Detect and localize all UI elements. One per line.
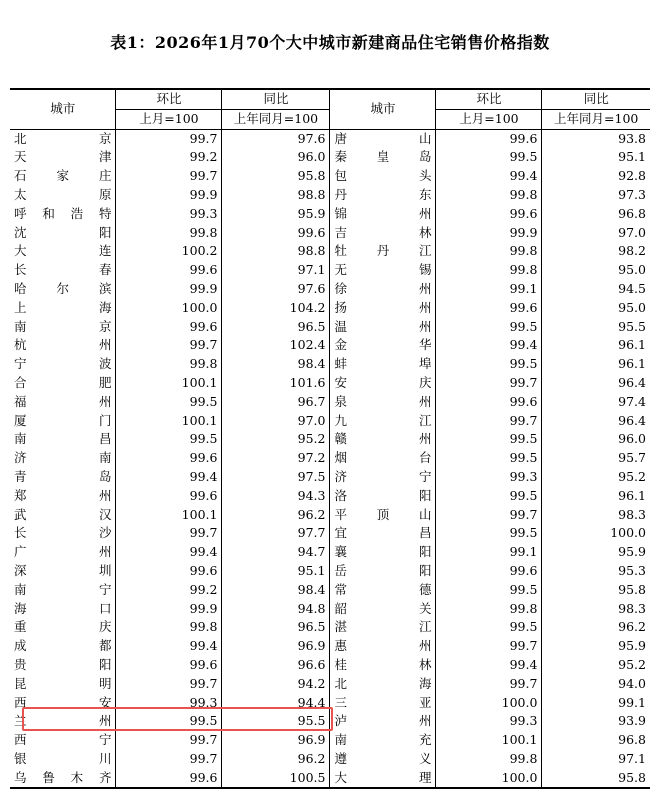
- cell-yoy-right: 93.8: [542, 129, 650, 148]
- cell-mom-right: 99.8: [436, 261, 542, 280]
- cell-city-left: 兰州: [14, 713, 112, 729]
- table-row: [10, 224, 650, 243]
- cell-yoy-right: 95.2: [542, 468, 650, 487]
- table-row: [10, 468, 650, 487]
- table-row: [10, 487, 650, 506]
- cell-mom-left: 100.0: [116, 299, 222, 318]
- cell-mom-left: 99.6: [116, 769, 222, 789]
- cell-yoy-left: 95.5: [222, 712, 330, 731]
- table-row: [10, 167, 650, 186]
- cell-yoy-left: 96.2: [222, 506, 330, 525]
- cell-mom-left: 100.1: [116, 506, 222, 525]
- cell-city-right: 宜昌: [330, 524, 436, 543]
- cell-city-left: 沈阳: [14, 224, 112, 240]
- cell-yoy-right: 93.9: [542, 712, 650, 731]
- cell-city-right: 湛江: [330, 618, 436, 637]
- cell-city-left: 呼和浩特: [14, 205, 112, 221]
- cell-city-right: 惠州: [330, 637, 436, 656]
- cell-mom-right: 99.6: [436, 299, 542, 318]
- cell-city-left: 哈尔滨: [14, 280, 112, 296]
- cell-mom-left: 100.2: [116, 242, 222, 261]
- cell-city-left: 昆明: [14, 675, 112, 691]
- cell-yoy-right: 95.9: [542, 637, 650, 656]
- cell-yoy-left: 102.4: [222, 336, 330, 355]
- cell-city-right: 温州: [330, 318, 436, 337]
- cell-city-right: 泉州: [330, 393, 436, 412]
- cell-mom-left: 99.2: [116, 581, 222, 600]
- header-mom-right: 环比: [436, 89, 542, 109]
- cell-mom-right: 99.9: [436, 224, 542, 243]
- header-mom-base-right: 上月=100: [436, 109, 542, 129]
- cell-yoy-left: 96.0: [222, 148, 330, 167]
- cell-city-right: 丹东: [330, 186, 436, 205]
- cell-yoy-right: 98.3: [542, 600, 650, 619]
- table-row: [10, 637, 650, 656]
- cell-yoy-right: 96.1: [542, 355, 650, 374]
- cell-city-right: 北海: [330, 675, 436, 694]
- cell-mom-left: 99.4: [116, 637, 222, 656]
- table-row: [10, 242, 650, 261]
- cell-mom-left: 99.8: [116, 618, 222, 637]
- cell-city-right: 桂林: [330, 656, 436, 675]
- cell-city-left: 成都: [14, 638, 112, 654]
- cell-mom-right: 99.5: [436, 524, 542, 543]
- cell-mom-right: 99.6: [436, 393, 542, 412]
- cell-city-left: 郑州: [14, 487, 112, 503]
- cell-mom-left: 99.6: [116, 318, 222, 337]
- header-city-right: 城市: [330, 89, 436, 129]
- cell-mom-right: 99.7: [436, 637, 542, 656]
- table-row: [10, 524, 650, 543]
- cell-yoy-left: 96.2: [222, 750, 330, 769]
- cell-mom-left: 99.6: [116, 487, 222, 506]
- table-row: [10, 618, 650, 637]
- cell-city-right: 平顶山: [330, 506, 436, 525]
- cell-mom-left: 99.7: [116, 675, 222, 694]
- cell-mom-right: 99.7: [436, 675, 542, 694]
- cell-city-right: 南充: [330, 731, 436, 750]
- cell-mom-left: 99.6: [116, 261, 222, 280]
- cell-city-left: 广州: [14, 544, 112, 560]
- cell-yoy-left: 98.4: [222, 355, 330, 374]
- cell-mom-right: 99.8: [436, 242, 542, 261]
- cell-mom-right: 99.1: [436, 280, 542, 299]
- cell-city-left: 天津: [14, 149, 112, 165]
- header-mom-left: 环比: [116, 89, 222, 109]
- table-row: [10, 186, 650, 205]
- cell-yoy-left: 95.9: [222, 205, 330, 224]
- table-row: [10, 449, 650, 468]
- cell-mom-left: 99.5: [116, 430, 222, 449]
- cell-yoy-left: 94.4: [222, 694, 330, 713]
- cell-yoy-right: 92.8: [542, 167, 650, 186]
- table-row: [10, 355, 650, 374]
- cell-yoy-right: 98.2: [542, 242, 650, 261]
- cell-yoy-left: 98.8: [222, 242, 330, 261]
- table-row: [10, 148, 650, 167]
- cell-mom-left: 99.3: [116, 205, 222, 224]
- cell-yoy-right: 97.3: [542, 186, 650, 205]
- cell-mom-right: 99.3: [436, 712, 542, 731]
- cell-mom-right: 99.6: [436, 562, 542, 581]
- cell-city-right: 大理: [330, 769, 436, 789]
- cell-mom-right: 99.8: [436, 750, 542, 769]
- cell-mom-right: 99.5: [436, 618, 542, 637]
- cell-yoy-right: 96.4: [542, 412, 650, 431]
- cell-yoy-left: 97.0: [222, 412, 330, 431]
- cell-mom-right: 99.5: [436, 449, 542, 468]
- cell-city-right: 常德: [330, 581, 436, 600]
- cell-yoy-right: 96.8: [542, 731, 650, 750]
- table-row: [10, 430, 650, 449]
- cell-yoy-right: 99.1: [542, 694, 650, 713]
- cell-mom-right: 99.5: [436, 318, 542, 337]
- table-row: [10, 299, 650, 318]
- cell-yoy-right: 96.1: [542, 336, 650, 355]
- cell-mom-left: 99.7: [116, 167, 222, 186]
- cell-city-right: 安庆: [330, 374, 436, 393]
- cell-city-left: 深圳: [14, 562, 112, 578]
- cell-yoy-right: 97.4: [542, 393, 650, 412]
- cell-yoy-right: 95.9: [542, 543, 650, 562]
- cell-yoy-right: 95.0: [542, 299, 650, 318]
- cell-mom-left: 100.1: [116, 412, 222, 431]
- cell-yoy-left: 100.5: [222, 769, 330, 789]
- cell-city-left: 南京: [14, 318, 112, 334]
- cell-yoy-right: 96.4: [542, 374, 650, 393]
- cell-mom-left: 99.4: [116, 543, 222, 562]
- cell-city-left: 西安: [14, 694, 112, 710]
- header-city-left: 城市: [10, 89, 116, 129]
- cell-mom-left: 99.8: [116, 224, 222, 243]
- cell-city-left: 青岛: [14, 468, 112, 484]
- cell-mom-right: 99.7: [436, 506, 542, 525]
- cell-yoy-left: 94.3: [222, 487, 330, 506]
- cell-yoy-left: 96.5: [222, 618, 330, 637]
- cell-city-right: 烟台: [330, 449, 436, 468]
- table-row: [10, 336, 650, 355]
- cell-yoy-right: 96.8: [542, 205, 650, 224]
- cell-city-left: 大连: [14, 243, 112, 259]
- cell-mom-right: 99.4: [436, 656, 542, 675]
- cell-yoy-right: 95.3: [542, 562, 650, 581]
- cell-yoy-right: 100.0: [542, 524, 650, 543]
- cell-yoy-right: 95.8: [542, 769, 650, 789]
- cell-city-right: 金华: [330, 336, 436, 355]
- table-row: [10, 205, 650, 224]
- cell-yoy-right: 96.1: [542, 487, 650, 506]
- cell-yoy-left: 97.6: [222, 280, 330, 299]
- table-row: [10, 393, 650, 412]
- cell-mom-left: 99.7: [116, 524, 222, 543]
- cell-city-right: 九江: [330, 412, 436, 431]
- cell-mom-left: 99.2: [116, 148, 222, 167]
- cell-city-left: 福州: [14, 393, 112, 409]
- cell-yoy-right: 98.3: [542, 506, 650, 525]
- cell-mom-left: 99.9: [116, 186, 222, 205]
- cell-mom-right: 99.3: [436, 468, 542, 487]
- cell-city-right: 岳阳: [330, 562, 436, 581]
- cell-yoy-left: 96.9: [222, 731, 330, 750]
- cell-yoy-left: 95.8: [222, 167, 330, 186]
- cell-yoy-left: 99.6: [222, 224, 330, 243]
- cell-mom-right: 99.5: [436, 487, 542, 506]
- table-row: [10, 506, 650, 525]
- table-row: [10, 374, 650, 393]
- cell-yoy-right: 95.8: [542, 581, 650, 600]
- cell-city-left: 合肥: [14, 374, 112, 390]
- cell-mom-right: 99.7: [436, 374, 542, 393]
- cell-mom-right: 99.7: [436, 412, 542, 431]
- cell-city-left: 上海: [14, 299, 112, 315]
- cell-mom-left: 99.6: [116, 449, 222, 468]
- cell-city-left: 乌鲁木齐: [10, 769, 116, 789]
- header-yoy-base-right: 上年同月=100: [542, 109, 650, 129]
- table-title: 表1：2026年1月70个大中城市新建商品住宅销售价格指数: [110, 33, 550, 52]
- cell-mom-left: 99.3: [116, 694, 222, 713]
- header-yoy-left: 同比: [222, 89, 330, 109]
- table-row: [10, 769, 650, 789]
- cell-yoy-left: 94.8: [222, 600, 330, 619]
- cell-yoy-left: 104.2: [222, 299, 330, 318]
- header-yoy-base-left: 上年同月=100: [222, 109, 330, 129]
- cell-city-left: 济南: [14, 450, 112, 466]
- cell-yoy-left: 95.2: [222, 430, 330, 449]
- cell-city-left: 宁波: [14, 356, 112, 372]
- cell-city-left: 厦门: [14, 412, 112, 428]
- cell-mom-right: 99.1: [436, 543, 542, 562]
- table-row: [10, 675, 650, 694]
- cell-yoy-left: 96.7: [222, 393, 330, 412]
- cell-city-left: 海口: [14, 600, 112, 616]
- cell-city-right: 吉林: [330, 224, 436, 243]
- cell-yoy-right: 97.0: [542, 224, 650, 243]
- cell-city-left: 太原: [14, 186, 112, 202]
- cell-mom-right: 99.5: [436, 355, 542, 374]
- cell-city-left: 西宁: [14, 732, 112, 748]
- table-row: [10, 543, 650, 562]
- cell-city-left: 贵阳: [14, 656, 112, 672]
- table-body: [10, 129, 650, 788]
- cell-city-left: 北京: [14, 130, 112, 146]
- cell-mom-right: 99.5: [436, 148, 542, 167]
- cell-city-left: 银川: [14, 750, 112, 766]
- cell-yoy-left: 96.9: [222, 637, 330, 656]
- header-yoy-right: 同比: [542, 89, 650, 109]
- cell-mom-right: 99.4: [436, 167, 542, 186]
- cell-city-left: 南宁: [14, 581, 112, 597]
- cell-yoy-left: 101.6: [222, 374, 330, 393]
- cell-mom-left: 100.1: [116, 374, 222, 393]
- cell-city-right: 徐州: [330, 280, 436, 299]
- cell-yoy-right: 95.1: [542, 148, 650, 167]
- table-row: [10, 731, 650, 750]
- cell-yoy-left: 97.2: [222, 449, 330, 468]
- cell-city-right: 无锡: [330, 261, 436, 280]
- cell-yoy-left: 94.2: [222, 675, 330, 694]
- cell-yoy-right: 94.5: [542, 280, 650, 299]
- cell-city-left: 长春: [14, 262, 112, 278]
- table-row: [10, 412, 650, 431]
- table-row: [10, 750, 650, 769]
- table-row: [10, 318, 650, 337]
- highlight-box: [22, 707, 333, 731]
- cell-mom-right: 99.8: [436, 600, 542, 619]
- cell-city-right: 秦皇岛: [330, 148, 436, 167]
- cell-mom-left: 99.5: [116, 393, 222, 412]
- cell-city-left: 长沙: [14, 525, 112, 541]
- cell-mom-left: 99.9: [116, 600, 222, 619]
- cell-city-left: 武汉: [14, 506, 112, 522]
- table-row: [10, 129, 650, 148]
- cell-yoy-left: 98.8: [222, 186, 330, 205]
- cell-mom-left: 99.5: [116, 712, 222, 731]
- price-index-table: [10, 88, 650, 789]
- cell-city-right: 三亚: [330, 694, 436, 713]
- cell-yoy-left: 95.1: [222, 562, 330, 581]
- cell-city-right: 襄阳: [330, 543, 436, 562]
- cell-yoy-right: 96.2: [542, 618, 650, 637]
- cell-mom-left: 99.7: [116, 336, 222, 355]
- table-row: [10, 280, 650, 299]
- cell-mom-left: 99.7: [116, 129, 222, 148]
- table-row: [10, 562, 650, 581]
- cell-mom-right: 100.0: [436, 769, 542, 789]
- cell-mom-left: 99.4: [116, 468, 222, 487]
- cell-mom-right: 100.0: [436, 694, 542, 713]
- cell-yoy-left: 97.1: [222, 261, 330, 280]
- cell-mom-left: 99.6: [116, 656, 222, 675]
- cell-city-right: 韶关: [330, 600, 436, 619]
- cell-mom-right: 99.5: [436, 430, 542, 449]
- cell-city-right: 洛阳: [330, 487, 436, 506]
- cell-yoy-right: 97.1: [542, 750, 650, 769]
- cell-city-left: 杭州: [14, 337, 112, 353]
- cell-city-right: 赣州: [330, 430, 436, 449]
- cell-yoy-left: 98.4: [222, 581, 330, 600]
- cell-city-right: 唐山: [330, 129, 436, 148]
- cell-mom-left: 99.7: [116, 731, 222, 750]
- cell-mom-right: 99.4: [436, 336, 542, 355]
- cell-yoy-left: 97.6: [222, 129, 330, 148]
- header-mom-base-left: 上月=100: [116, 109, 222, 129]
- cell-mom-left: 99.6: [116, 562, 222, 581]
- cell-city-right: 遵义: [330, 750, 436, 769]
- cell-mom-right: 99.8: [436, 186, 542, 205]
- cell-city-right: 泸州: [330, 712, 436, 731]
- table-row: [10, 600, 650, 619]
- cell-yoy-left: 97.5: [222, 468, 330, 487]
- cell-yoy-left: 94.7: [222, 543, 330, 562]
- cell-city-left: 南昌: [14, 431, 112, 447]
- cell-mom-right: 99.6: [436, 129, 542, 148]
- cell-city-left: 石家庄: [14, 168, 112, 184]
- cell-mom-left: 99.7: [116, 750, 222, 769]
- cell-city-right: 扬州: [330, 299, 436, 318]
- cell-yoy-left: 96.5: [222, 318, 330, 337]
- table-row: [10, 656, 650, 675]
- cell-yoy-right: 95.0: [542, 261, 650, 280]
- cell-city-left: 重庆: [14, 619, 112, 635]
- cell-mom-left: 99.8: [116, 355, 222, 374]
- cell-yoy-right: 95.5: [542, 318, 650, 337]
- cell-yoy-right: 95.2: [542, 656, 650, 675]
- cell-city-right: 蚌埠: [330, 355, 436, 374]
- cell-mom-left: 99.9: [116, 280, 222, 299]
- cell-yoy-right: 96.0: [542, 430, 650, 449]
- cell-city-right: 包头: [330, 167, 436, 186]
- table-row: [10, 261, 650, 280]
- cell-yoy-left: 97.7: [222, 524, 330, 543]
- cell-mom-right: 99.5: [436, 581, 542, 600]
- cell-city-right: 济宁: [330, 468, 436, 487]
- cell-yoy-left: 96.6: [222, 656, 330, 675]
- cell-city-right: 锦州: [330, 205, 436, 224]
- table-row: [10, 581, 650, 600]
- cell-city-right: 牡丹江: [330, 242, 436, 261]
- cell-mom-right: 100.1: [436, 731, 542, 750]
- cell-yoy-right: 94.0: [542, 675, 650, 694]
- cell-yoy-right: 95.7: [542, 449, 650, 468]
- cell-mom-right: 99.6: [436, 205, 542, 224]
